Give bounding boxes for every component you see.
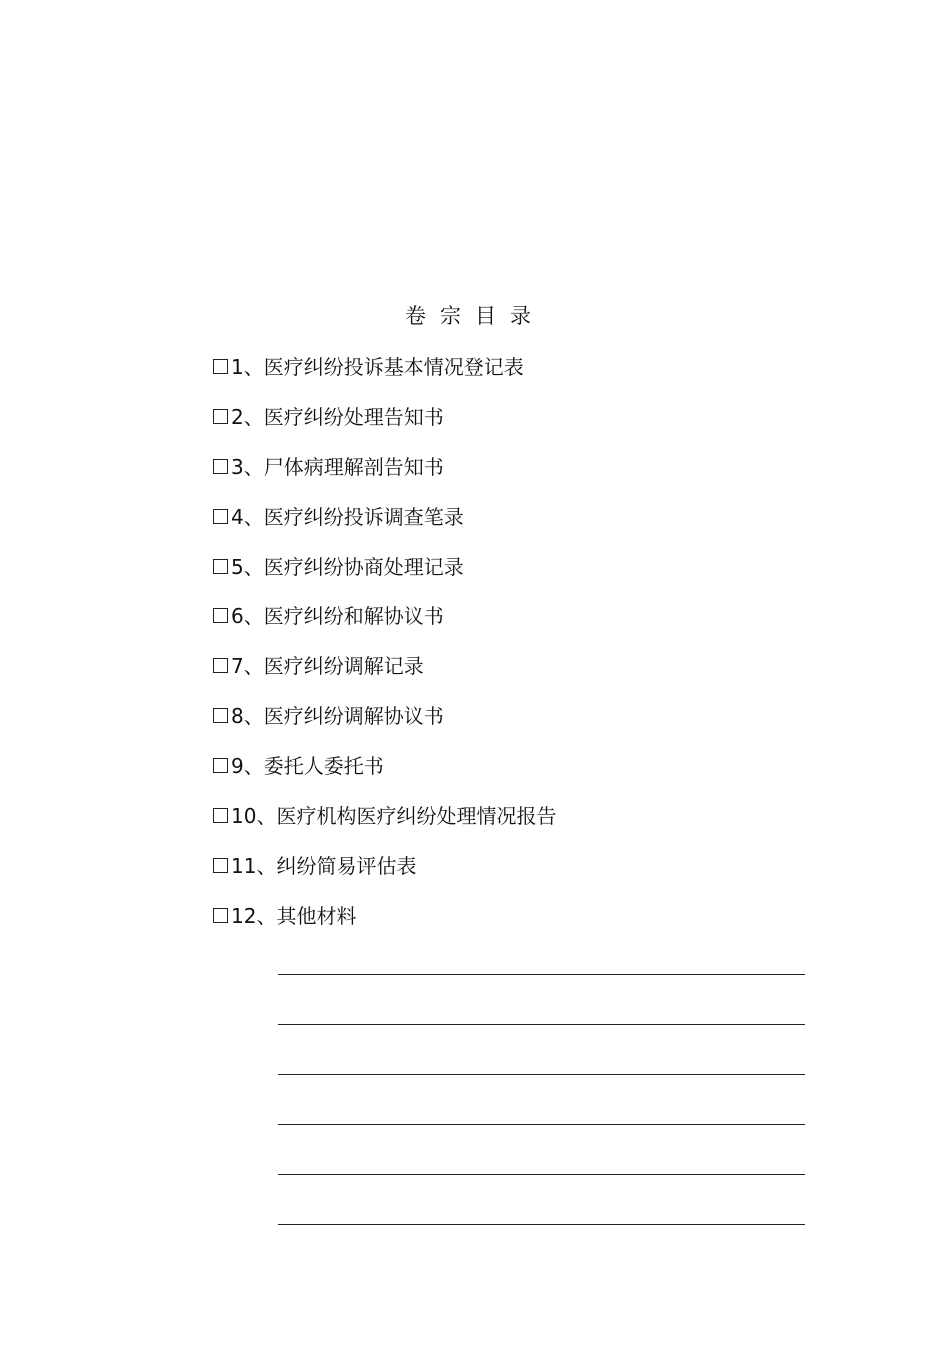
checkbox[interactable] bbox=[213, 608, 228, 623]
blank-lines bbox=[278, 974, 805, 1274]
list-item-label: 2、医疗纠纷处理告知书 bbox=[231, 404, 444, 429]
list-item bbox=[213, 452, 556, 502]
list-item bbox=[213, 502, 556, 552]
checkbox[interactable] bbox=[213, 908, 228, 923]
list-item-label: 6、医疗纠纷和解协议书 bbox=[231, 604, 444, 629]
checkbox[interactable] bbox=[213, 559, 228, 574]
list-item-label: 3、尸体病理解剖告知书 bbox=[231, 454, 444, 479]
list-item-label: 4、医疗纠纷投诉调查笔录 bbox=[231, 504, 464, 529]
list-item-label: 9、委托人委托书 bbox=[231, 754, 384, 779]
list-item-label: 5、医疗纠纷协商处理记录 bbox=[231, 554, 464, 579]
list-item-label: 10、医疗机构医疗纠纷处理情况报告 bbox=[231, 804, 557, 829]
list-item bbox=[213, 352, 556, 402]
list-item-label: 8、医疗纠纷调解协议书 bbox=[231, 704, 444, 729]
list-item bbox=[213, 701, 556, 751]
checkbox[interactable] bbox=[213, 509, 228, 524]
blank-line[interactable] bbox=[278, 1224, 805, 1225]
blank-line[interactable] bbox=[278, 1074, 805, 1075]
list-item-label: 7、医疗纠纷调解记录 bbox=[231, 654, 424, 679]
checkbox[interactable] bbox=[213, 708, 228, 723]
list-item bbox=[213, 552, 556, 602]
file-index-list bbox=[213, 352, 556, 951]
checkbox[interactable] bbox=[213, 409, 228, 424]
checkbox[interactable] bbox=[213, 858, 228, 873]
list-item-label: 11、纠纷简易评估表 bbox=[231, 853, 417, 878]
list-item bbox=[213, 651, 556, 701]
list-item bbox=[213, 402, 556, 452]
checkbox[interactable] bbox=[213, 808, 228, 823]
checkbox[interactable] bbox=[213, 758, 228, 773]
blank-line[interactable] bbox=[278, 1124, 805, 1125]
checkbox[interactable] bbox=[213, 359, 228, 374]
list-item bbox=[213, 801, 556, 851]
list-item-label: 1、医疗纠纷投诉基本情况登记表 bbox=[231, 355, 524, 379]
checkbox[interactable] bbox=[213, 459, 228, 474]
blank-line[interactable] bbox=[278, 1174, 805, 1175]
page-title: 卷宗目录 bbox=[405, 304, 545, 328]
list-item bbox=[213, 851, 556, 901]
blank-line[interactable] bbox=[278, 1024, 805, 1025]
blank-line[interactable] bbox=[278, 974, 805, 975]
list-item bbox=[213, 601, 556, 651]
list-item bbox=[213, 901, 556, 951]
list-item bbox=[213, 751, 556, 801]
list-item-label: 12、其他材料 bbox=[231, 903, 357, 928]
checkbox[interactable] bbox=[213, 658, 228, 673]
